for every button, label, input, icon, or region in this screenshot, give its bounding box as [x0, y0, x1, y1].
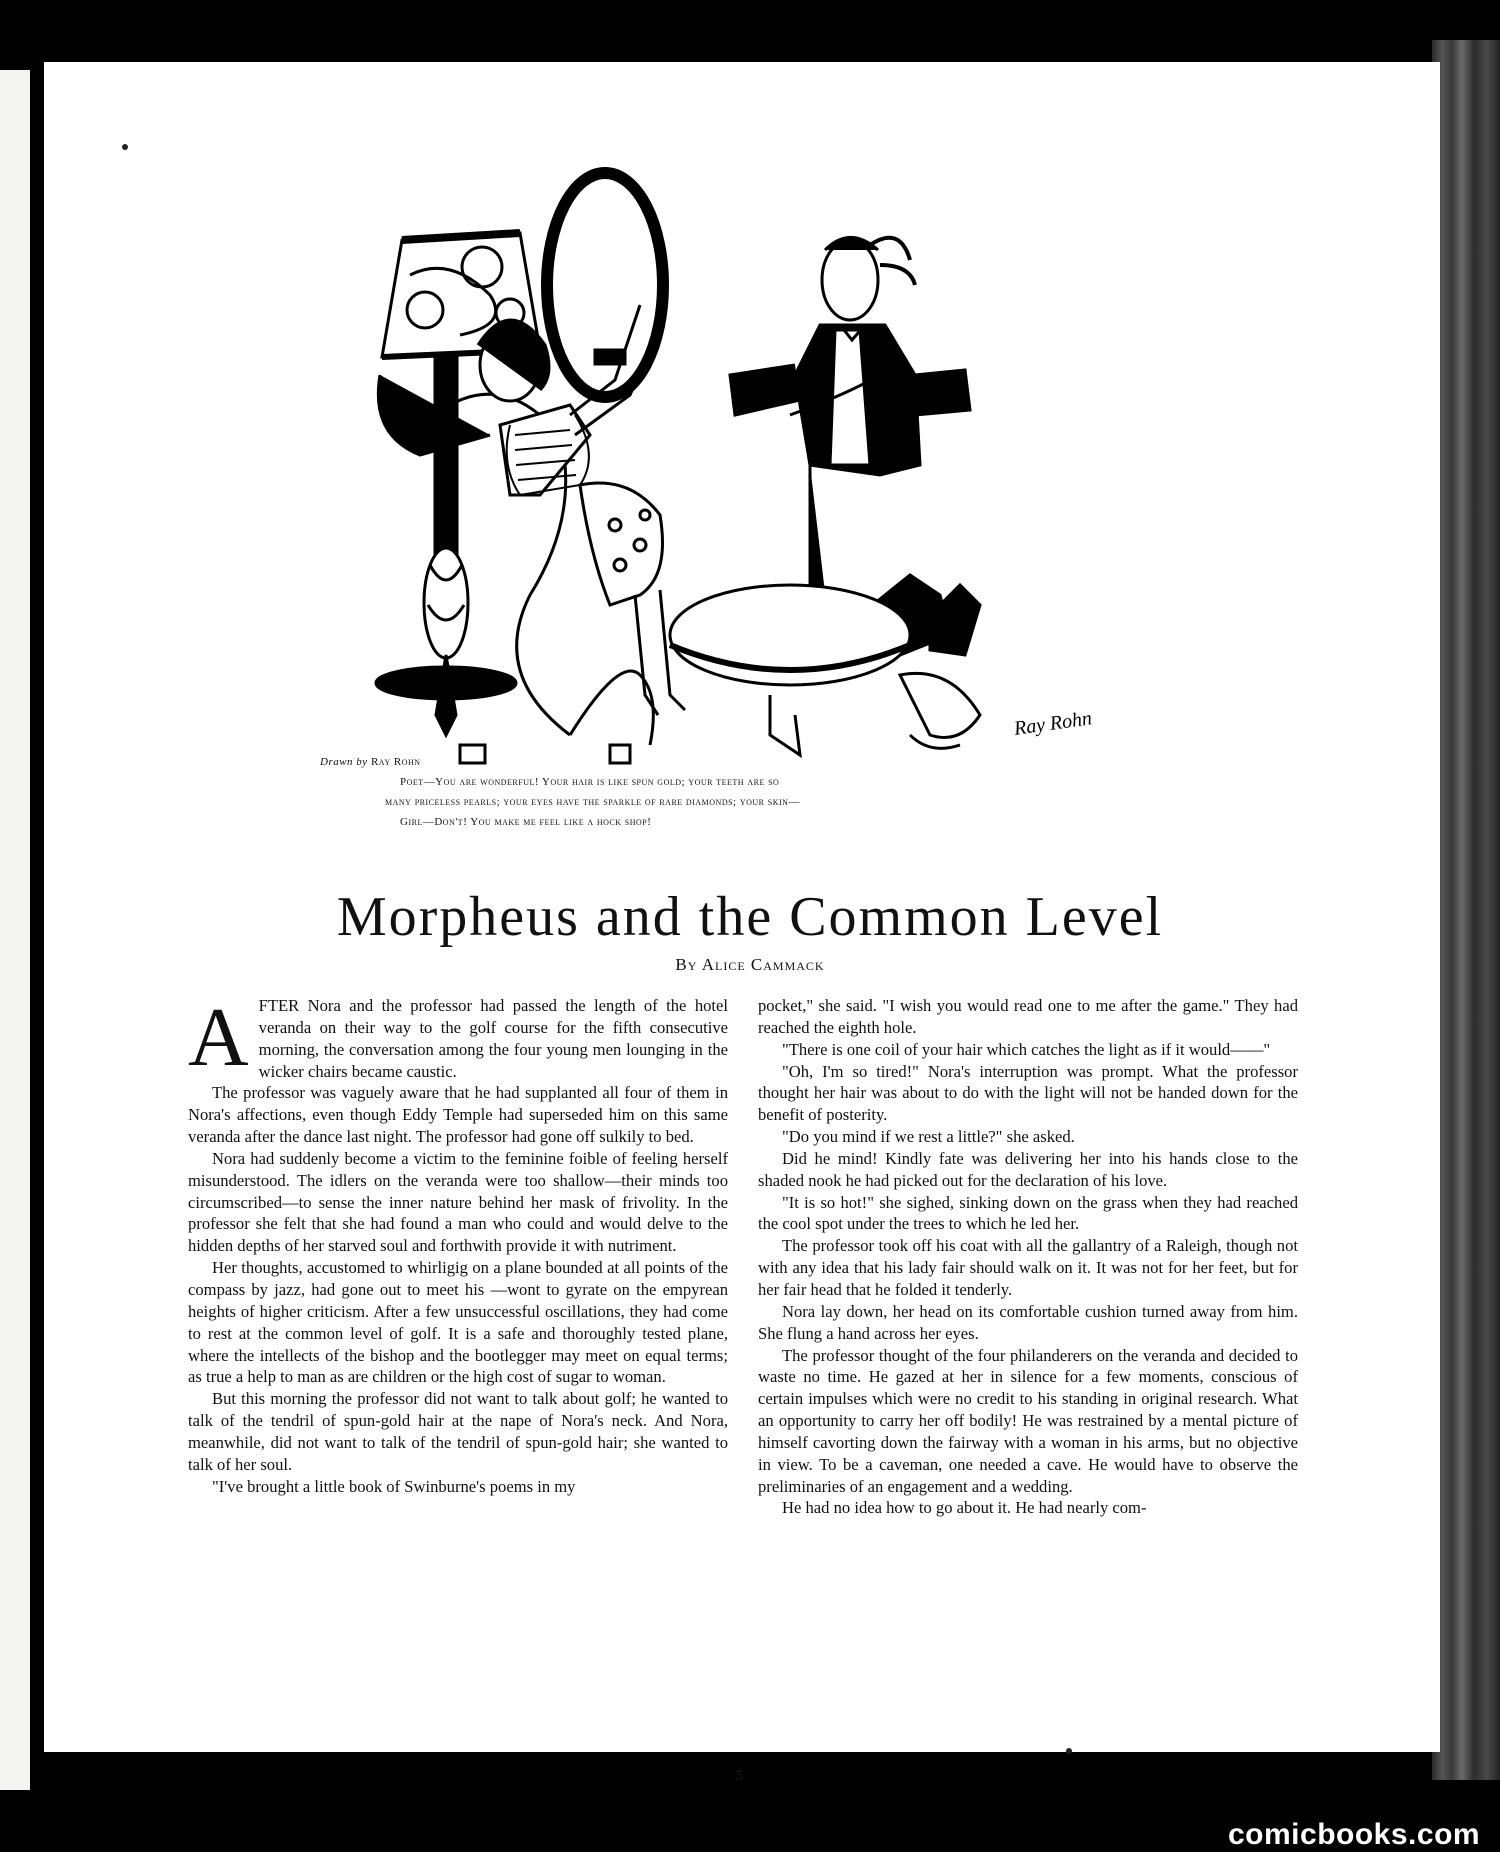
ink-speck	[122, 144, 128, 150]
article-byline: By Alice Cammack	[675, 955, 825, 974]
paragraph: He had no idea how to go about it. He had nearly com-	[782, 1498, 1147, 1518]
left-page-edge	[0, 70, 30, 1790]
credit-name: Ray Rohn	[370, 756, 421, 768]
paragraph: "Oh, I'm so tired!" Nora's interruption was prompt. What the professor thought her hair was about to do with the light will not be handed down for the benefit of posterity.	[758, 1061, 1298, 1125]
caption-credit	[320, 752, 1140, 772]
paragraph: Her thoughts, accustomed to whirligig on a plane bounded at all points of the compass by jazz, had gone out to meet his —wont to gyrate on the empyrean heights of higher criticism. After a few unsuccessful oscillations, they had come to rest at the common level of golf. It is a safe and thoroughly tested plane, where the intellects of the bishop and the bootlegger may meet on equal terms; as true a help to man as are children or the high cost of sugar to woman.	[188, 1258, 728, 1387]
paragraph: But this morning the professor did not want to talk about golf; he wanted to talk of the tendril of spun-gold hair at the nape of Nora's neck. And Nora, meanwhile, did not want to talk of the tendril of spun-gold hair; she wanted to talk of her soul.	[188, 1389, 728, 1474]
book-page-stack	[1432, 40, 1500, 1780]
paragraph: "There is one coil of your hair which catches the light as if it would——"	[782, 1039, 1271, 1059]
paragraph: Nora had suddenly become a victim to the feminine foible of feeling herself misunderstood. The idlers on the veranda were too shallow—their minds too circumscribed—to sense the inner nature behind her mask of frivolity. In the professor she felt that she had found a man who could and would delve to the hidden depths of her starved soul and forthwith provide it with nutriment.	[188, 1148, 728, 1256]
article-title: Morpheus and the Common Level	[336, 886, 1164, 948]
paragraph: AFTER Nora and the professor had passed the length of the hotel veranda on their way to the golf course for the fifth consecutive morning, the conversation among the four young men lounging in the wicker chairs became caustic.	[188, 991, 728, 1084]
illustration-caption	[320, 752, 1140, 832]
paragraph: "Do you mind if we rest a little?" she asked.	[782, 1127, 1075, 1147]
caption-line-2: many priceless pearls; your eyes have the sparkle of rare diamonds; your skin—	[385, 796, 800, 808]
paragraph: pocket," she said. "I wish you would read one to me after the game." They had reached the eighth hole.	[758, 996, 1298, 1037]
article-column-right	[758, 995, 1298, 1519]
paragraph: "It is so hot!" she sighed, sinking down on the grass when they had reached the cool spot under the trees to which he led her.	[758, 1192, 1298, 1234]
poet-and-girl-illustration	[340, 135, 1120, 765]
paragraph: The professor took off his coat with all the gallantry of a Raleigh, though not with any idea that his lady fair should walk on it. It was not for her feet, but for her fair head that he folded it tenderly.	[758, 1236, 1298, 1299]
paragraph: "I've brought a little book of Swinburne's poems in my	[212, 1476, 576, 1496]
caption-line-3: Girl—Don't! You make me feel like a hock shop!	[400, 816, 652, 828]
paragraph: Did he mind! Kindly fate was delivering her into his hands close to the shaded nook he had picked out for the declaration of his love.	[758, 1148, 1298, 1190]
site-watermark: comicbooks.com	[1228, 1818, 1481, 1851]
paragraph: The professor was vaguely aware that he had supplanted all four of them in Nora's affections, even though Eddy Temple had superseded him on this same veranda after the dance last night. The professor had gone off sulkily to bed.	[188, 1083, 728, 1147]
paragraph: Nora lay down, her head on its comfortable cushion turned away from him. She flung a hand across her eyes.	[758, 1301, 1298, 1343]
credit-prefix: Drawn by	[320, 756, 368, 768]
caption-line-1: Poet—You are wonderful! Your hair is like spun gold; your teeth are so	[400, 776, 780, 788]
page-number: 5	[736, 1768, 744, 1784]
article-column-left	[188, 991, 728, 1497]
drop-cap: A	[188, 991, 249, 1084]
artist-signature: Ray Rohn	[1012, 707, 1094, 740]
ink-speck	[1066, 1748, 1072, 1754]
paragraph: The professor thought of the four philanderers on the veranda and decided to waste no time. He gazed at her in silence for a few moments, conscious of certain impulses which were no credit to his standing in original research. What an opportunity to carry her off bodily! He was restrained by a mental picture of himself cavorting down the fairway with a woman in his arms, but no objective in view. To be a caveman, one needed a cave. He would have to observe the preliminaries of an engagement and a wedding.	[758, 1345, 1298, 1496]
